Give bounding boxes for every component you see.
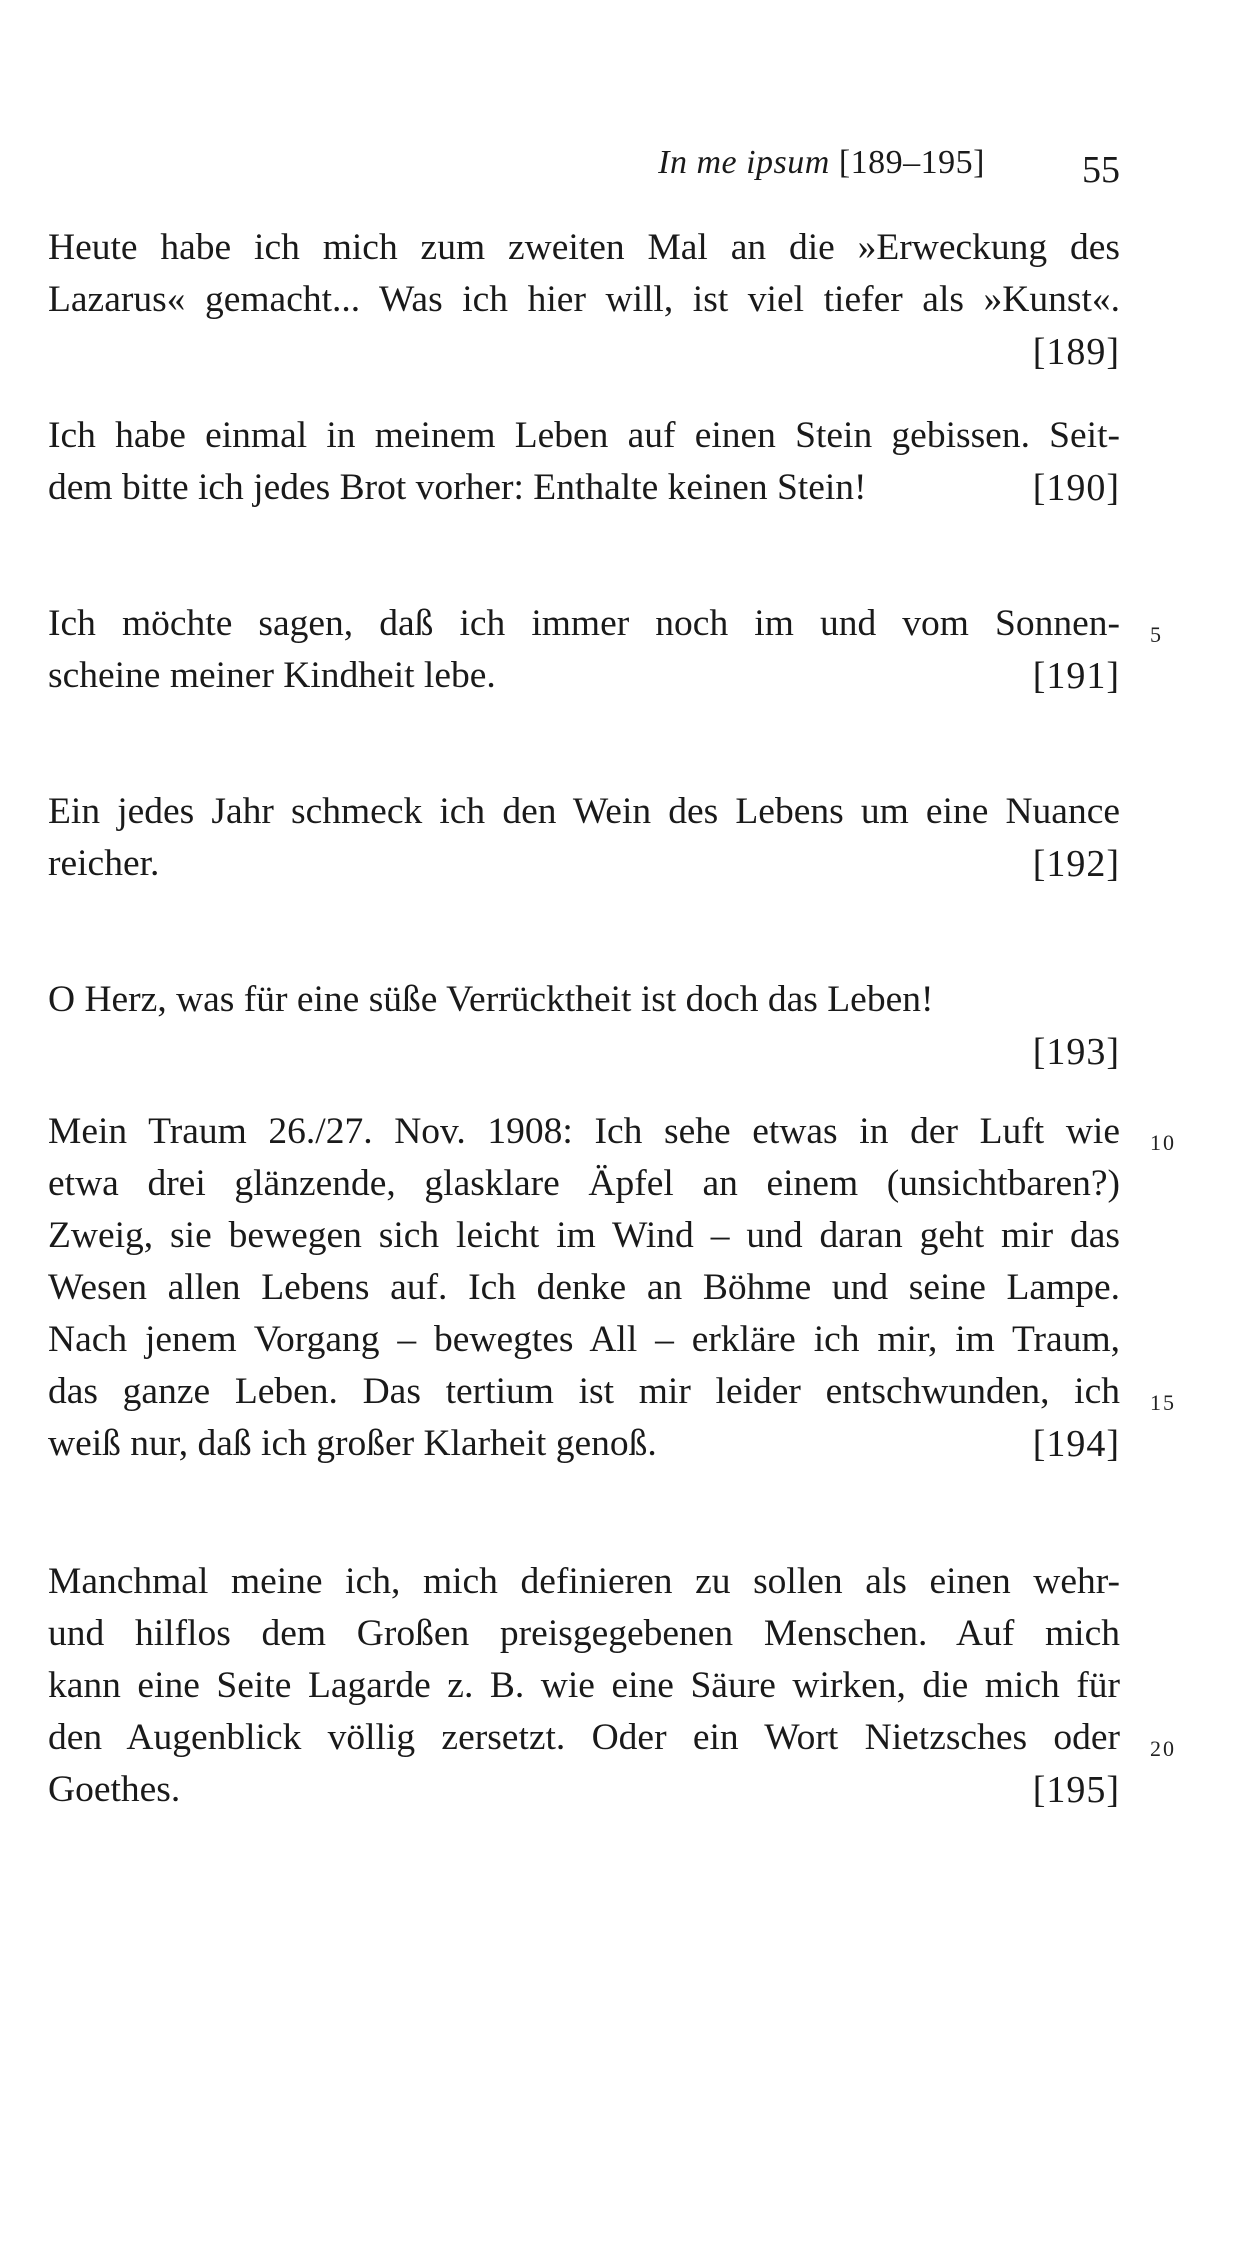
text-line (48, 650, 1120, 702)
aphorism-189 (48, 222, 1120, 382)
text-line (48, 1764, 1120, 1816)
text-line: Ein jedes Jahr schmeck ich den Wein des Lebens um eine Nuance (48, 791, 1120, 832)
aphorism-191 (48, 598, 1120, 702)
margin-line-number: 10 (1150, 1130, 1176, 1155)
text-line-content: Goethes. (48, 1769, 181, 1810)
entry-number: [192] (1032, 843, 1120, 885)
aphorism-190 (48, 410, 1120, 514)
aphorism-194 (48, 1106, 1120, 1470)
margin-line-number: 20 (1150, 1736, 1176, 1761)
text-line-content: reicher. (48, 843, 160, 884)
text-line: Lazarus« gemacht... Was ich hier will, ist viel tiefer als »Kunst«. (48, 279, 1120, 320)
text-line: Wesen allen Lebens auf. Ich denke an Böhme und seine Lampe. (48, 1267, 1120, 1308)
text-line: Heute habe ich mich zum zweiten Mal an die »Erweckung des (48, 227, 1120, 268)
text-line: Ich habe einmal in meinem Leben auf einen Stein gebissen. Seit- (48, 415, 1120, 456)
text-line: Manchmal meine ich, mich definieren zu sollen als einen wehr- (48, 1561, 1120, 1602)
entry-number: [189] (1032, 331, 1120, 373)
entry-number: [195] (1032, 1769, 1120, 1811)
running-title-work: In me ipsum (658, 144, 830, 181)
text-line: den Augenblick völlig zersetzt. Oder ein Wort Nietzsches oder (48, 1717, 1120, 1758)
text-line (48, 838, 1120, 890)
running-header (48, 140, 1120, 190)
text-line-content: scheine meiner Kindheit lebe. (48, 655, 496, 696)
page-number: 55 (1082, 149, 1120, 191)
text-line (48, 462, 1120, 514)
entry-number: [194] (1032, 1423, 1120, 1465)
text-line-content: weiß nur, daß ich großer Klarheit genoß. (48, 1423, 657, 1464)
text-line: und hilflos dem Großen preisgegebenen Menschen. Auf mich (48, 1613, 1120, 1654)
text-line: Ich möchte sagen, daß ich immer noch im und vom Sonnen- (48, 603, 1120, 644)
text-line: das ganze Leben. Das tertium ist mir leider entschwunden, ich (48, 1371, 1120, 1412)
text-line: Mein Traum 26./27. Nov. 1908: Ich sehe etwas in der Luft wie (48, 1111, 1120, 1152)
text-line (48, 1418, 1120, 1470)
aphorism-193 (48, 974, 1120, 1082)
aphorism-195 (48, 1556, 1120, 1816)
entry-number: [191] (1032, 655, 1120, 697)
text-line: kann eine Seite Lagarde z. B. wie eine Säure wirken, die mich für (48, 1665, 1120, 1706)
aphorism-192 (48, 786, 1120, 890)
text-line: O Herz, was für eine süße Verrücktheit ist doch das Leben! (48, 979, 934, 1020)
entry-number: [193] (1032, 1031, 1120, 1073)
entry-number: [190] (1032, 467, 1120, 509)
text-line: Nach jenem Vorgang – bewegtes All – erkläre ich mir, im Traum, (48, 1319, 1120, 1360)
text-line: Zweig, sie bewegen sich leicht im Wind – und daran geht mir das (48, 1215, 1120, 1256)
running-title (658, 144, 985, 182)
text-line: etwa drei glänzende, glasklare Äpfel an einem (unsichtbaren?) (48, 1163, 1120, 1204)
margin-line-number: 5 (1150, 622, 1163, 647)
running-title-range: [189–195] (838, 144, 985, 181)
text-line-content: dem bitte ich jedes Brot vorher: Enthalte keinen Stein! (48, 467, 867, 508)
margin-line-number: 15 (1150, 1390, 1176, 1415)
